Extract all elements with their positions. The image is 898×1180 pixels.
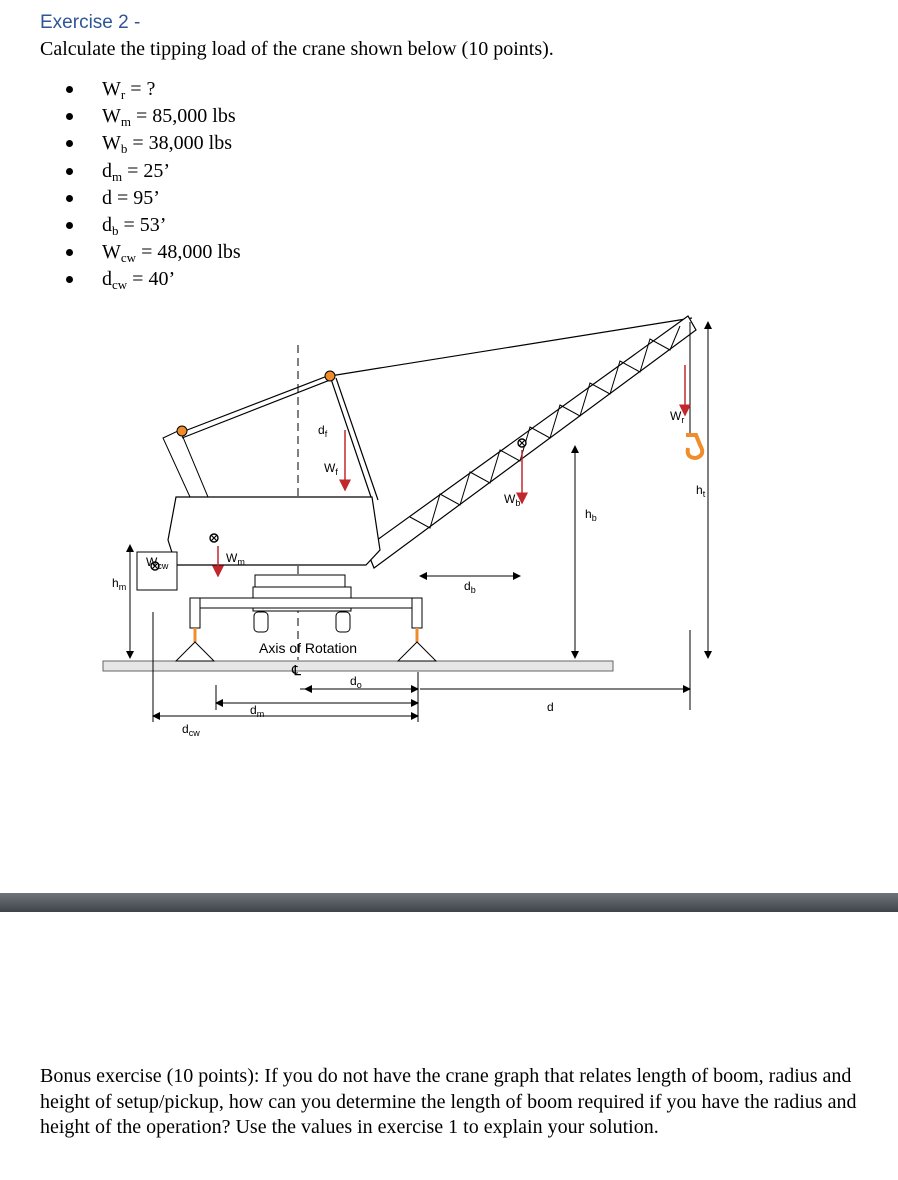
hm-label: $h_m$	[112, 576, 127, 592]
wcw-label: $W_{cw}$	[146, 555, 169, 571]
ground-line	[103, 661, 613, 671]
given-item: $d_b = 53$’	[62, 212, 241, 239]
boom	[366, 316, 696, 568]
given-item: $W_m = 85,000$ lbs	[62, 103, 241, 130]
back-mast-pin	[177, 426, 187, 436]
turntable	[255, 575, 345, 587]
cg-symbol-icon	[518, 439, 526, 447]
section-divider	[0, 893, 898, 912]
given-item: $d_{cw} = 40$’	[62, 266, 241, 293]
machine-house	[168, 497, 380, 565]
do-label: $d_o$	[350, 674, 362, 690]
given-item: $W_r$ = ?	[62, 76, 241, 103]
dcw-label: $d_{cw}$	[182, 722, 200, 738]
outrigger-pad-right	[398, 642, 436, 661]
exercise-heading: Exercise 2 -	[40, 12, 141, 33]
given-item: d = 95’	[62, 185, 241, 212]
given-item: $W_b = 38,000$ lbs	[62, 130, 241, 157]
ht-label: $h_t$	[696, 483, 706, 499]
outrigger-beam	[190, 598, 422, 608]
centerline-symbol: ℄	[292, 662, 301, 678]
axis-of-rotation-label: Axis of Rotation	[259, 640, 358, 656]
outrigger-pad-left	[176, 642, 214, 661]
mast-top-pin	[325, 371, 335, 381]
d-label: d	[547, 700, 554, 714]
exercise-question: Calculate the tipping load of the crane shown below (10 points).	[40, 38, 554, 60]
df-label: $d_f$	[318, 423, 328, 439]
given-item: $d_m = 25$’	[62, 158, 241, 185]
back-mast	[163, 430, 208, 497]
db-label: $d_b$	[464, 579, 476, 595]
hb-label: $h_b$	[585, 507, 597, 523]
bonus-exercise-text: Bonus exercise (10 points): If you do not have the crane graph that relates length of boom, radius and height of setup/pickup, how can you determine the length of boom required if you have the radius and height of the operation? Use the values in exercise 1 to explain your solution.	[40, 1065, 857, 1138]
wm-label: $W_m$	[226, 551, 245, 567]
wf-label: $W_f$	[324, 461, 338, 477]
wr-label: $W_r$	[670, 409, 685, 425]
wb-label: $W_b$	[504, 492, 521, 508]
hook-icon	[686, 435, 702, 458]
dm-label: $d_m$	[250, 703, 265, 719]
cg-symbol-icon	[210, 534, 218, 542]
given-item: $W_{cw} = 48,000$ lbs	[62, 239, 241, 266]
